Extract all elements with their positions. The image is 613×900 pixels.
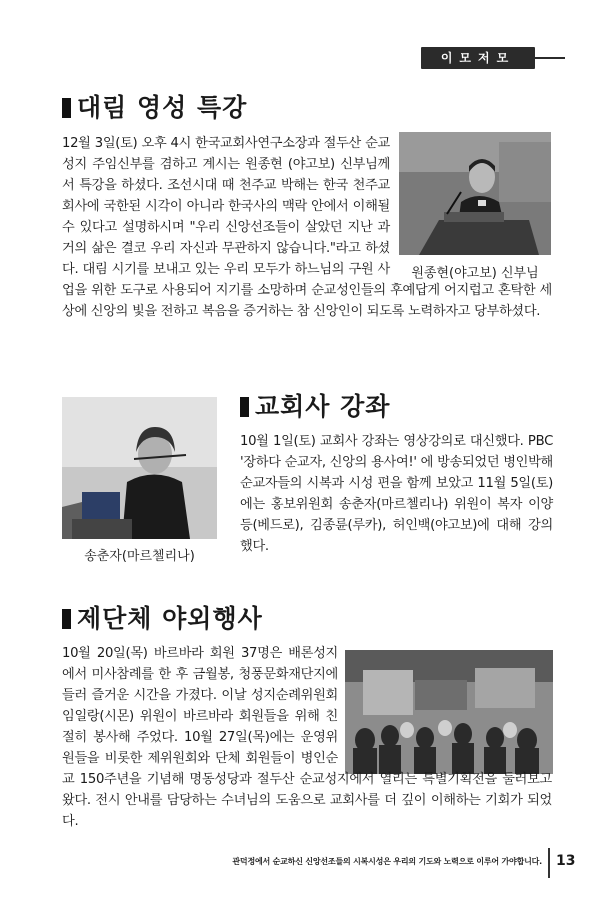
heading-square-icon <box>62 98 71 118</box>
page-number: 13 <box>556 853 576 869</box>
heading-text: 대림 영성 특강 <box>77 93 248 122</box>
section3-photo-spacer <box>338 643 552 769</box>
section-tag-rule <box>535 57 565 59</box>
section3-body: 10월 20일(목) 바르바라 회원 37명은 배론성지에서 미사참례를 한 후 금월봉, 청풍문화재단지에 들러 즐거운 시간을 가졌다. 이날 성지순례위원회 임일랑(시몬) 위원이 바르바라 회원들을 위해 친절히 봉사해 주었다. 10월 27일(목)에는 운영위원들을 비롯한 제위원회와 단체 회원들이 병인순교 150주년을 기념해 명동성당과 절두산 순교성지에서 열리는 특별기획전을 둘러보고 왔다. 전시 안내를 담당하는 수녀님의 도움으로 교회사를 더 깊이 이해하는 기회가 되었다. <box>62 646 552 829</box>
photo-caption-lecturer: 송춘자(마르첼리나) <box>84 549 195 564</box>
footer-divider <box>548 848 550 878</box>
section-tag: 이모저모 <box>421 47 535 69</box>
heading-text: 제단체 야외행사 <box>77 604 263 633</box>
section2-body-wrap <box>240 431 553 557</box>
section2-body: 10월 1일(토) 교회사 강좌는 영상강의로 대신했다. PBC '장하다 순교자, 신앙의 용사여!' 에 방송되었던 병인박해 순교자들의 시복과 시성 편을 함께 보았고 11월 5일(토)에는 홍보위원회 송춘자(마르첼리나) 위원이 복자 이양등(베드로), 김종륜(루카), 허인백(야고보)에 대해 강의했다. <box>240 434 553 554</box>
section1-body: 12월 3일(토) 오후 4시 한국교회사연구소장과 절두산 순교성지 주임신부를 겸하고 계시는 원종현 (야고보) 신부님께서 특강을 하셨다. 조선시대 때 천주교 박해는 한국 천주교회사에 국한된 시각이 아니라 한국사의 맥락 안에서 이해될 수 있다고 설명하시며 "우리 신앙선조들이 살았던 지난 과거의 삶은 결코 우리 자신과 무관하지 않습니다."라고 하셨다. 대림 시기를 보내고 있는 우리 모두가 하느님의 구원 사업을 위한 도구로 사용되어 지기를 소망하며 순교성인들의 후예답게 어지럽고 혼탁한 세상에 신앙의 빛을 전하고 복음을 증거하는 참 신앙인이 되도록 노력하자고 당부하셨다. <box>62 136 552 319</box>
heading-church-history <box>240 392 390 422</box>
footer-slogan: 관덕정에서 순교하신 신앙선조들의 시복시성은 우리의 기도와 노력으로 이루어 가야합니다. <box>232 857 542 866</box>
heading-square-icon <box>62 609 71 629</box>
heading-group-outing <box>62 604 263 634</box>
heading-text: 교회사 강좌 <box>255 392 391 421</box>
heading-advent-lecture <box>62 93 247 123</box>
lecturer-photo-illustration <box>62 397 217 539</box>
section1-body-wrap-a <box>62 133 552 322</box>
section3-body-wrap <box>62 643 552 832</box>
heading-square-icon <box>240 397 249 417</box>
photo-caption-priest: 원종현(야고보) 신부님 <box>411 266 539 281</box>
photo-lecturer <box>62 397 217 539</box>
section1-photo-spacer <box>390 133 552 280</box>
